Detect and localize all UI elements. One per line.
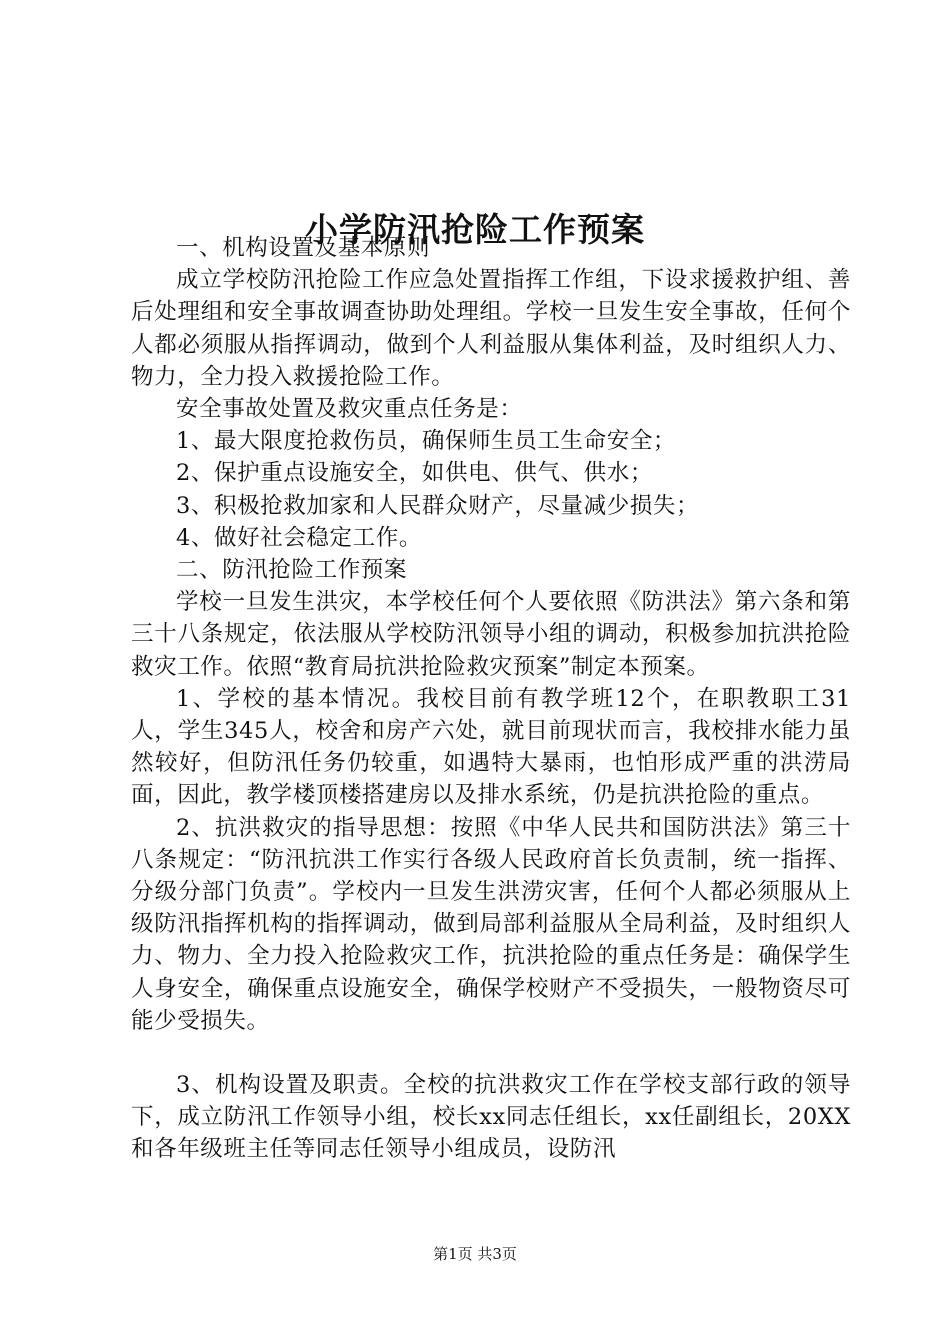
paragraph: 成立学校防汛抢险工作应急处置指挥工作组，下设求援救护组、善后处理组和安全事故调查协助处理组。学校一旦发生安全事故，任何个人都必须服从指挥调动，做到个人利益服从集体利益，及时组织人力、物力，全力投入救援抢险工作。: [131, 267, 851, 390]
paragraph: 2、抗洪救灾的指导思想：按照《中华人民共和国防洪法》第三十八条规定：“防汛抗洪工作实行各级人民政府首长负责制，统一指挥、分级分部门负责”。学校内一旦发生洪涝灾害，任何个人都必须服从上级防汛指挥机构的指挥调动，做到局部利益服从全局利益，及时组织人力、物力、全力投入抢险救灾工作，抗洪抢险的重点任务是：确保学生人身安全，确保重点设施安全，确保学校财产不受损失，一般物资尽可能少受损失。: [131, 814, 851, 1034]
paragraph: 1、学校的基本情况。我校目前有教学班12个，在职教职工31人，学生345人，校舍和房产六处，就目前现状而言，我校排水能力虽然较好，但防汛任务仍较重，如遇特大暴雨，也怕形成严重的洪涝局面，因此，教学楼顶楼搭建房以及排水系统，仍是抗洪抢险的重点。: [131, 685, 851, 809]
list-item: 2、保护重点设施安全，如供电、供气、供水；: [176, 460, 653, 487]
paragraph: 3、机构设置及职责。全校的抗洪救灾工作在学校支部行政的领导下，成立防汛工作领导小组，校长xx同志任组长，xx任副组长，20XX和各年级班主任等同志任领导小组成员，设防汛: [131, 1072, 851, 1163]
paragraph: 安全事故处置及救灾重点任务是：: [176, 396, 523, 423]
section-heading-2: 二、防汛抢险工作预案: [176, 557, 408, 584]
document-body: [131, 232, 851, 1166]
document-title: 小学防汛抢险工作预案: [305, 210, 645, 250]
list-item: 1、最大限度抢救伤员，确保师生员工生命安全；: [176, 428, 677, 455]
paragraph: 学校一旦发生洪灾，本学校任何个人要依照《防洪法》第六条和第三十八条规定，依法服从学校防汛领导小组的调动，积极参加抗洪抢险救灾工作。依照“教育局抗洪抢险救灾预案”制定本预案。: [131, 589, 851, 680]
section-heading-1: 一、机构设置及基本原则: [176, 235, 431, 261]
list-item: 3、积极抢救加家和人民群众财产，尽量减少损失；: [176, 492, 700, 519]
page-footer: 第1页 共3页: [433, 1245, 517, 1263]
list-item: 4、做好社会稳定工作。: [176, 524, 422, 551]
